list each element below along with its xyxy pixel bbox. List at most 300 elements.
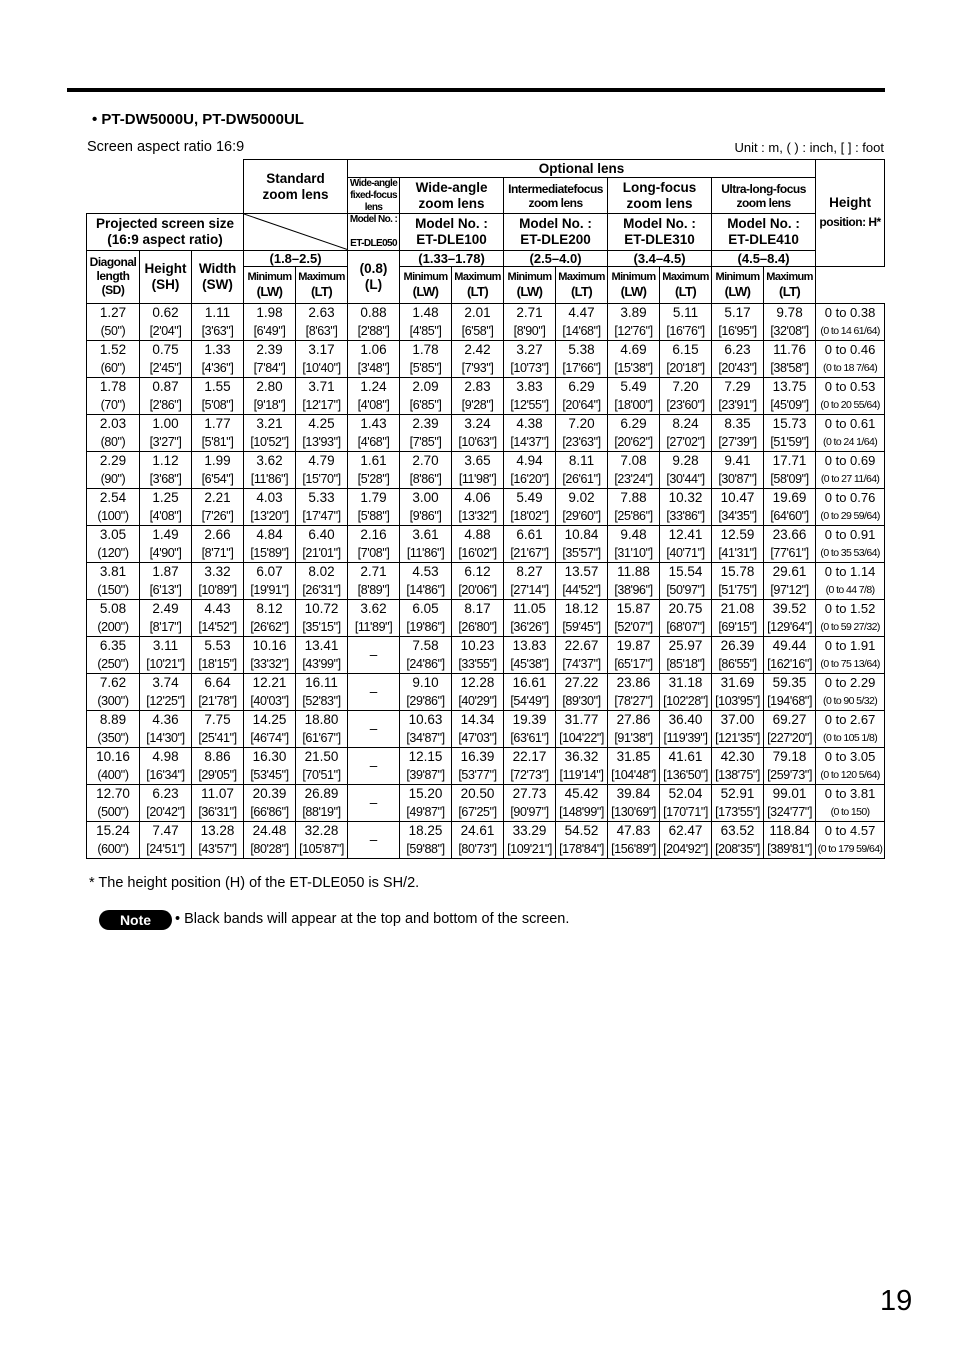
cell-imperial: [129'64"] [767, 620, 813, 635]
cell-imperial: [6'13"] [149, 583, 182, 598]
cell-wide-lw [400, 600, 452, 637]
cell-fix-l [348, 452, 400, 489]
cell-value: 12.41 [668, 527, 703, 543]
table-row [87, 748, 885, 785]
cell-value: 13.83 [512, 638, 547, 654]
cell-imperial: [36'31"] [198, 805, 237, 820]
model-no-label: Model No. : [349, 214, 398, 226]
height-sh-header [140, 250, 192, 303]
height-label: Height [829, 195, 872, 211]
cell-wide-lw [400, 711, 452, 748]
wide-fixed-line1: Wide-angle [349, 178, 398, 189]
cell-imperial: [194'68"] [767, 694, 813, 709]
cell-long-lw [608, 452, 660, 489]
cell-int-lw [504, 304, 556, 341]
projected-size-line1: Projected screen size [95, 216, 235, 232]
cell-imperial: [20'42"] [146, 805, 185, 820]
cell-value: 1.99 [204, 453, 231, 469]
cell-value: 2.39 [412, 416, 439, 432]
cell-value: 18.12 [564, 601, 599, 617]
cell-imperial: [54'49"] [510, 694, 549, 709]
cell-value: 0 to 0.61 [824, 416, 876, 432]
cell-imperial: (200") [97, 620, 129, 635]
cell-imperial: [27'02"] [666, 435, 705, 450]
cell-value: 14.25 [252, 712, 287, 728]
cell-value: 39.52 [772, 601, 807, 617]
cell-int-lw [504, 822, 556, 859]
cell-value: 6.12 [464, 564, 491, 580]
cell-wide-lw [400, 415, 452, 452]
cell-h [816, 674, 885, 711]
range-wide: (1.33–1.78) [400, 250, 504, 266]
table-row [87, 563, 885, 600]
cell-value: 2.42 [464, 342, 491, 358]
cell-wide-lt [452, 304, 504, 341]
cell-imperial: [5'08"] [201, 398, 234, 413]
long-focus-line1: Long-focus [622, 179, 697, 195]
cell-sd [87, 526, 140, 563]
cell-imperial: [30'87"] [718, 472, 757, 487]
cell-imperial: [109'21"] [507, 842, 553, 857]
cell-imperial: [8'71"] [201, 546, 234, 561]
cell-value: 11.05 [513, 601, 546, 617]
cell-value: 0 to 0.46 [824, 342, 876, 358]
cell-imperial: (0 to 90 5/32) [823, 695, 878, 708]
projected-size-line2: (16:9 aspect ratio) [107, 232, 223, 248]
cell-value: 2.21 [204, 490, 231, 506]
cell-value: 62.47 [668, 823, 703, 839]
cell-wide-lw [400, 674, 452, 711]
position-label: position: H* [819, 215, 881, 230]
cell-imperial: [21'67"] [510, 546, 549, 561]
cell-value: 3.71 [308, 379, 335, 395]
range-long: (3.4–4.5) [608, 250, 712, 266]
cell-imperial: (0 to 120 5/64) [820, 769, 880, 782]
cell-long-lw [608, 378, 660, 415]
cell-value: 4.98 [152, 749, 179, 765]
cell-value: 1.49 [152, 527, 179, 543]
cell-value: 19.39 [512, 712, 547, 728]
cell-value: 11.76 [773, 342, 806, 358]
cell-value: 0 to 1.14 [824, 564, 876, 580]
cell-value: – [369, 795, 378, 811]
cell-value: 5.17 [724, 305, 751, 321]
cell-imperial: [15'70"] [302, 472, 341, 487]
cell-value: 8.24 [672, 416, 699, 432]
cell-imperial: [10'73"] [510, 361, 549, 376]
cell-value: 12.70 [96, 786, 130, 802]
cell-imperial: [63'61"] [510, 731, 549, 746]
cell-value: 6.07 [256, 564, 283, 580]
cell-fix-l [348, 341, 400, 378]
cell-value: 3.83 [516, 379, 543, 395]
range-standard: (1.8–2.5) [244, 250, 348, 266]
cell-imperial: (500") [97, 805, 129, 820]
cell-value: 31.18 [668, 675, 703, 691]
cell-ult-lw [712, 563, 764, 600]
cell-imperial: [12'76"] [614, 324, 653, 339]
cell-value: 1.11 [204, 305, 231, 321]
optional-lens-header: Optional lens [348, 160, 816, 178]
cell-imperial: [26'31"] [302, 583, 341, 598]
cell-sh [140, 526, 192, 563]
cell-wide-lt [452, 674, 504, 711]
cell-imperial: [43'57"] [198, 842, 237, 857]
cell-value: 0 to 3.05 [824, 749, 876, 765]
cell-value: 10.23 [460, 638, 495, 654]
minimum-label: Minimum [403, 270, 448, 283]
cell-std-lw [244, 637, 296, 674]
cell-std-lw [244, 600, 296, 637]
cell-ult-lt [764, 637, 816, 674]
cell-sh [140, 711, 192, 748]
cell-imperial: (0 to 179 59/64) [817, 843, 883, 856]
cell-imperial: [324'77"] [767, 805, 813, 820]
cell-fix-l [348, 674, 400, 711]
range-fixed-line1: (0.8) [359, 261, 388, 277]
cell-wide-lw [400, 563, 452, 600]
cell-imperial: [39'87"] [406, 768, 445, 783]
cell-ult-lt [764, 748, 816, 785]
cell-imperial: [389'81"] [767, 842, 813, 857]
cell-value: 5.38 [568, 342, 595, 358]
cell-std-lt [296, 452, 348, 489]
cell-wide-lt [452, 341, 504, 378]
cell-int-lt [556, 785, 608, 822]
long-focus-header [608, 178, 712, 214]
cell-int-lt [556, 674, 608, 711]
cell-imperial: [10'63"] [458, 435, 497, 450]
cell-imperial: [21'78"] [198, 694, 237, 709]
cell-value: 6.40 [308, 527, 335, 543]
cell-sw [192, 489, 244, 526]
cell-wide-lw [400, 748, 452, 785]
cell-value: 3.24 [464, 416, 491, 432]
cell-imperial: [10'89"] [198, 583, 237, 598]
page-number: 19 [880, 1285, 913, 1317]
min-header [400, 267, 452, 304]
lw-label: (LW) [516, 283, 543, 299]
cell-imperial: [204'92"] [663, 842, 709, 857]
cell-imperial: [34'87"] [406, 731, 445, 746]
cell-value: 8.12 [256, 601, 283, 617]
cell-imperial: [4'08"] [357, 398, 390, 413]
cell-value: 2.29 [99, 453, 127, 469]
projected-size-header [87, 214, 244, 250]
min-header [244, 267, 296, 304]
cell-value: 9.41 [724, 453, 751, 469]
cell-imperial: [24'86"] [406, 657, 445, 672]
cell-long-lt [660, 563, 712, 600]
cell-long-lw [608, 711, 660, 748]
cell-value: 6.05 [412, 601, 439, 617]
cell-fix-l [348, 563, 400, 600]
cell-value: 24.48 [252, 823, 287, 839]
cell-wide-lw [400, 785, 452, 822]
cell-value: 3.74 [152, 675, 179, 691]
cell-fix-l [348, 822, 400, 859]
cell-int-lw [504, 674, 556, 711]
cell-value: 2.63 [308, 305, 335, 321]
model-et-dle410: ET-DLE410 [728, 232, 799, 248]
cell-value: 7.20 [568, 416, 595, 432]
cell-imperial: [3'63"] [201, 324, 234, 339]
cell-imperial: [33'55"] [458, 657, 497, 672]
cell-imperial: [58'09"] [770, 472, 809, 487]
cell-imperial: [38'58"] [770, 361, 809, 376]
cell-long-lt [660, 711, 712, 748]
model-no-label: Model No. : [727, 216, 800, 232]
cell-value: 2.54 [99, 490, 127, 506]
cell-ult-lt [764, 674, 816, 711]
cell-value: 59.35 [772, 675, 807, 691]
model-et-dle100-header [400, 214, 504, 250]
cell-value: 36.32 [564, 749, 599, 765]
cell-value: 8.86 [204, 749, 231, 765]
cell-value: 7.20 [672, 379, 699, 395]
cell-value: 4.69 [620, 342, 647, 358]
cell-ult-lw [712, 785, 764, 822]
cell-imperial: [3'68"] [149, 472, 182, 487]
cell-imperial: (300") [97, 694, 129, 709]
cell-sw [192, 341, 244, 378]
cell-value: 27.73 [512, 786, 547, 802]
cell-value: 1.25 [152, 490, 179, 506]
cell-value: 8.17 [464, 601, 491, 617]
table-row [87, 822, 885, 859]
cell-value: 8.27 [516, 564, 543, 580]
cell-value: 0 to 4.57 [824, 823, 876, 839]
cell-imperial: [6'58"] [461, 324, 494, 339]
cell-imperial: (60") [100, 361, 126, 376]
cell-fix-l [348, 711, 400, 748]
cell-value: 27.86 [616, 712, 651, 728]
cell-imperial: (100") [97, 509, 129, 524]
lt-label: (LT) [674, 283, 697, 299]
cell-value: 54.52 [564, 823, 599, 839]
cell-int-lw [504, 785, 556, 822]
cell-sh [140, 489, 192, 526]
cell-value: 20.50 [460, 786, 495, 802]
cell-wide-lt [452, 489, 504, 526]
model-no-label: Model No. : [415, 216, 488, 232]
cell-imperial: [7'84"] [253, 361, 286, 376]
unit-note: Unit : m, ( ) : inch, [ ] : foot [734, 140, 884, 155]
cell-imperial: [46'74"] [250, 731, 289, 746]
maximum-label: Maximum [662, 270, 709, 283]
intermediate-line2: zoom lens [528, 195, 583, 210]
cell-value: 27.22 [564, 675, 599, 691]
cell-value: 4.79 [308, 453, 335, 469]
cell-int-lw [504, 526, 556, 563]
standard-label: Standard [266, 170, 325, 186]
cell-value: 8.89 [99, 712, 127, 728]
cell-value: 16.39 [460, 749, 495, 765]
cell-imperial: [10'52"] [250, 435, 289, 450]
cell-value: 11.88 [617, 564, 650, 580]
cell-long-lt [660, 415, 712, 452]
cell-imperial: [51'59"] [770, 435, 809, 450]
cell-value: 0.62 [152, 305, 179, 321]
cell-h [816, 600, 885, 637]
cell-value: 23.66 [772, 527, 807, 543]
cell-value: 9.10 [412, 675, 439, 691]
cell-ult-lt [764, 489, 816, 526]
cell-sw [192, 526, 244, 563]
cell-ult-lt [764, 526, 816, 563]
cell-value: 12.21 [252, 675, 287, 691]
cell-imperial: [12'55"] [510, 398, 549, 413]
cell-std-lt [296, 563, 348, 600]
cell-int-lt [556, 489, 608, 526]
cell-value: 1.00 [152, 416, 179, 432]
cell-int-lw [504, 600, 556, 637]
cell-sd [87, 785, 140, 822]
cell-h [816, 563, 885, 600]
cell-value: 4.88 [464, 527, 491, 543]
cell-value: 1.06 [360, 342, 387, 358]
cell-ult-lt [764, 304, 816, 341]
cell-wide-lt [452, 748, 504, 785]
cell-value: 3.27 [516, 342, 543, 358]
ultra-long-header [712, 178, 816, 214]
cell-std-lw [244, 452, 296, 489]
cell-value: 5.49 [516, 490, 543, 506]
cell-imperial: [26'61"] [562, 472, 601, 487]
cell-value: 1.79 [360, 490, 387, 506]
table-row [87, 711, 885, 748]
cell-h [816, 415, 885, 452]
cell-imperial: [2'04"] [149, 324, 182, 339]
cell-value: 20.39 [252, 786, 287, 802]
cell-imperial: [59'88"] [406, 842, 445, 857]
cell-std-lw [244, 304, 296, 341]
cell-imperial: [102'28"] [663, 694, 709, 709]
cell-int-lt [556, 304, 608, 341]
cell-imperial: [14'68"] [562, 324, 601, 339]
cell-long-lw [608, 600, 660, 637]
table-row [87, 304, 885, 341]
cell-value: 0.88 [360, 305, 387, 321]
diagonal-line2: length [96, 269, 130, 284]
cell-std-lt [296, 748, 348, 785]
cell-wide-lt [452, 637, 504, 674]
cell-std-lw [244, 822, 296, 859]
cell-h [816, 637, 885, 674]
cell-int-lt [556, 822, 608, 859]
cell-value: 26.89 [304, 786, 339, 802]
cell-value: 16.61 [512, 675, 547, 691]
minimum-label: Minimum [611, 270, 656, 283]
cell-imperial: [19'91"] [250, 583, 289, 598]
cell-imperial: [61'67"] [302, 731, 341, 746]
cell-imperial: (350") [97, 731, 129, 746]
cell-value: 10.16 [252, 638, 287, 654]
cell-h [816, 711, 885, 748]
cell-value: 33.29 [512, 823, 547, 839]
cell-value: 47.83 [616, 823, 651, 839]
height-position-header [816, 160, 885, 267]
cell-value: 3.62 [360, 601, 387, 617]
cell-imperial: [9'18"] [253, 398, 286, 413]
cell-value: 22.17 [512, 749, 547, 765]
model-et-dle100: ET-DLE100 [416, 232, 487, 248]
table-row [87, 341, 885, 378]
cell-value: 13.57 [564, 564, 599, 580]
cell-sw [192, 452, 244, 489]
cell-value: 31.77 [564, 712, 599, 728]
cell-imperial: [29'05"] [198, 768, 237, 783]
cell-int-lt [556, 711, 608, 748]
cell-long-lw [608, 563, 660, 600]
cell-value: 69.27 [772, 712, 807, 728]
cell-fix-l [348, 748, 400, 785]
cell-imperial: [16'95"] [718, 324, 757, 339]
cell-value: 4.53 [412, 564, 439, 580]
cell-sd [87, 637, 140, 674]
cell-ult-lt [764, 822, 816, 859]
cell-sh [140, 563, 192, 600]
cell-ult-lw [712, 637, 764, 674]
cell-value: 4.25 [308, 416, 335, 432]
lw-label: (LW) [412, 283, 439, 299]
cell-imperial: [13'93"] [302, 435, 341, 450]
cell-value: 1.33 [204, 342, 231, 358]
cell-imperial: [47'03"] [458, 731, 497, 746]
cell-value: 3.05 [99, 527, 127, 543]
cell-h [816, 378, 885, 415]
cell-value: 9.28 [672, 453, 699, 469]
cell-imperial: [19'86"] [406, 620, 445, 635]
model-et-dle310-header [608, 214, 712, 250]
cell-std-lt [296, 415, 348, 452]
cell-imperial: [5'85"] [409, 361, 442, 376]
cell-wide-lw [400, 489, 452, 526]
cell-wide-lt [452, 711, 504, 748]
cell-value: 16.30 [252, 749, 287, 765]
cell-std-lw [244, 785, 296, 822]
cell-imperial: [6'85"] [409, 398, 442, 413]
cell-value: 8.11 [568, 453, 595, 469]
cell-imperial: [14'37"] [510, 435, 549, 450]
cell-imperial: [53'45"] [250, 768, 289, 783]
cell-value: 11.07 [201, 786, 234, 802]
cell-imperial: [2'45"] [149, 361, 182, 376]
cell-imperial: [3'27"] [149, 435, 182, 450]
cell-value: 6.35 [99, 638, 127, 654]
cell-sw [192, 822, 244, 859]
cell-h [816, 822, 885, 859]
cell-std-lt [296, 822, 348, 859]
cell-value: 17.71 [772, 453, 807, 469]
cell-ult-lw [712, 711, 764, 748]
cell-int-lt [556, 378, 608, 415]
cell-imperial: [25'86"] [614, 509, 653, 524]
cell-value: 32.28 [304, 823, 339, 839]
cell-value: 3.17 [308, 342, 335, 358]
cell-imperial: [17'66"] [562, 361, 601, 376]
cell-value: 9.02 [568, 490, 595, 506]
cell-ult-lt [764, 452, 816, 489]
cell-sd [87, 304, 140, 341]
cell-value: 14.34 [460, 712, 495, 728]
cell-value: 7.62 [99, 675, 127, 691]
cell-value: 13.75 [772, 379, 807, 395]
cell-imperial: [7'93"] [461, 361, 494, 376]
cell-imperial: (50") [100, 324, 126, 339]
cell-fix-l [348, 785, 400, 822]
cell-imperial: [227'20"] [767, 731, 813, 746]
